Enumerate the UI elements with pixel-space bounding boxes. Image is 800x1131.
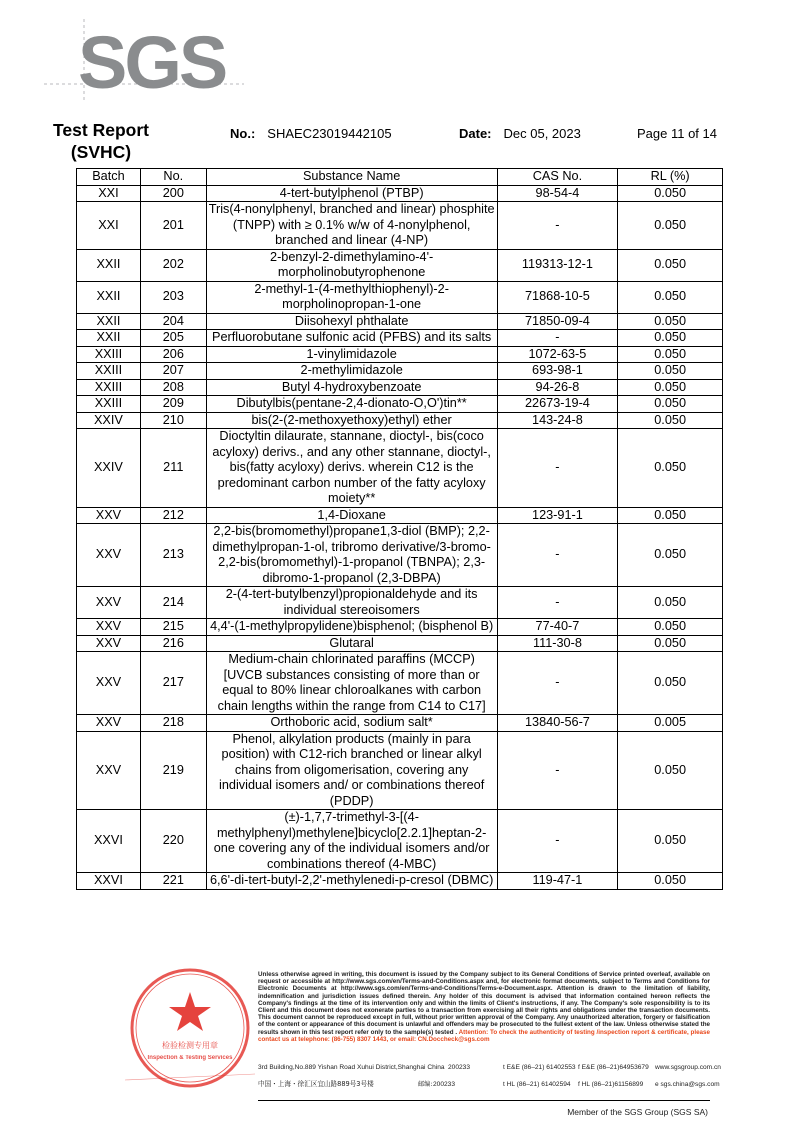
title-line-1: Test Report	[53, 120, 149, 140]
title-line-2: (SVHC)	[70, 142, 132, 162]
table-row	[77, 619, 723, 636]
cell-cas: -	[497, 652, 618, 715]
cell-name: 4,4'-(1-methylpropylidene)bisphenol; (bisphenol B)	[206, 619, 497, 636]
cell-batch: XXIV	[77, 429, 141, 508]
cell-cas: 22673-19-4	[497, 396, 618, 413]
cell-cas: 98-54-4	[497, 185, 618, 202]
col-header-batch: Batch	[77, 169, 141, 186]
stamp-star-icon	[169, 992, 211, 1031]
cell-cas: -	[497, 524, 618, 587]
table-row	[77, 715, 723, 732]
cell-no: 221	[140, 873, 206, 890]
cell-name: Diisohexyl phthalate	[206, 313, 497, 330]
cell-no: 201	[140, 202, 206, 250]
cell-rl: 0.050	[618, 635, 723, 652]
cell-no: 204	[140, 313, 206, 330]
cell-batch: XXIV	[77, 412, 141, 429]
table-row	[77, 731, 723, 810]
cell-name: 1,4-Dioxane	[206, 507, 497, 524]
sgs-logo-text: SGS	[78, 21, 226, 104]
cell-no: 215	[140, 619, 206, 636]
cell-rl: 0.050	[618, 313, 723, 330]
cell-name: 6,6'-di-tert-butyl-2,2'-methylenedi-p-cresol (DBMC)	[206, 873, 497, 890]
cell-rl: 0.050	[618, 873, 723, 890]
cell-no: 206	[140, 346, 206, 363]
cell-no: 202	[140, 249, 206, 281]
cell-name: Tris(4-nonylphenyl, branched and linear) phosphite (TNPP) with ≥ 0.1% w/w of 4-nonylphenol, branched and linear (4-NP)	[206, 202, 497, 250]
table-row	[77, 524, 723, 587]
cell-name: Glutaral	[206, 635, 497, 652]
cell-batch: XXV	[77, 652, 141, 715]
cell-cas: 1072-63-5	[497, 346, 618, 363]
report-number-value: SHAEC23019442105	[267, 126, 392, 141]
cell-batch: XXII	[77, 330, 141, 347]
cell-cas: -	[497, 330, 618, 347]
cell-batch: XXI	[77, 185, 141, 202]
cell-batch: XXV	[77, 731, 141, 810]
cell-rl: 0.050	[618, 619, 723, 636]
table-row	[77, 281, 723, 313]
cell-name: Orthoboric acid, sodium salt*	[206, 715, 497, 732]
col-header-substance: Substance Name	[206, 169, 497, 186]
cell-name: 2-(4-tert-butylbenzyl)propionaldehyde and its individual stereoisomers	[206, 587, 497, 619]
cell-batch: XXVI	[77, 810, 141, 873]
cell-no: 210	[140, 412, 206, 429]
cell-rl: 0.050	[618, 731, 723, 810]
table-row	[77, 396, 723, 413]
cell-batch: XXV	[77, 524, 141, 587]
cell-cas: 71850-09-4	[497, 313, 618, 330]
cell-batch: XXIII	[77, 396, 141, 413]
footer-website-link[interactable]: www.sgsgroup.com.cn	[655, 1064, 721, 1071]
cell-rl: 0.050	[618, 396, 723, 413]
cell-cas: 119-47-1	[497, 873, 618, 890]
report-date: Date: Dec 05, 2023	[459, 126, 581, 141]
cell-no: 212	[140, 507, 206, 524]
cell-rl: 0.050	[618, 429, 723, 508]
stamp-text-cn: 检验检测专用章	[162, 1041, 218, 1050]
cell-batch: XXIII	[77, 346, 141, 363]
cell-cas: 143-24-8	[497, 412, 618, 429]
table-row	[77, 873, 723, 890]
cell-batch: XXI	[77, 202, 141, 250]
cell-rl: 0.050	[618, 524, 723, 587]
table-row	[77, 202, 723, 250]
table-row	[77, 652, 723, 715]
cell-name: 1-vinylimidazole	[206, 346, 497, 363]
report-number: No.: SHAEC23019442105	[230, 126, 392, 141]
footer-address-en: 3rd Building,No.889 Yishan Road Xuhui District,Shanghai China 200233 t E&E (86–21) 61402553 f E&E (86–21)64953679 www.sgsgroup.com.cn	[258, 1064, 721, 1071]
table-row	[77, 587, 723, 619]
cell-name: Dibutylbis(pentane-2,4-dionato-O,O')tin**	[206, 396, 497, 413]
cell-cas: 693-98-1	[497, 363, 618, 380]
cell-cas: -	[497, 810, 618, 873]
cell-batch: XXII	[77, 281, 141, 313]
cell-rl: 0.050	[618, 249, 723, 281]
cell-rl: 0.050	[618, 652, 723, 715]
cell-rl: 0.050	[618, 587, 723, 619]
sgs-member-note: Member of the SGS Group (SGS SA)	[567, 1107, 708, 1117]
cell-batch: XXIII	[77, 363, 141, 380]
cell-name: bis(2-(2-methoxyethoxy)ethyl) ether	[206, 412, 497, 429]
cell-name: 2-methylimidazole	[206, 363, 497, 380]
cell-batch: XXV	[77, 715, 141, 732]
cell-rl: 0.050	[618, 346, 723, 363]
cell-cas: 71868-10-5	[497, 281, 618, 313]
cell-batch: XXII	[77, 313, 141, 330]
cell-name: 4-tert-butylphenol (PTBP)	[206, 185, 497, 202]
cell-rl: 0.050	[618, 810, 723, 873]
cell-batch: XXVI	[77, 873, 141, 890]
footer-divider	[258, 1100, 710, 1101]
cell-no: 200	[140, 185, 206, 202]
cell-batch: XXV	[77, 587, 141, 619]
cell-no: 217	[140, 652, 206, 715]
table-row	[77, 635, 723, 652]
cell-name: 2,2-bis(bromomethyl)propane1,3-diol (BMP); 2,2-dimethylpropan-1-ol, tribromo derivative/3-bromo-2,2-bis(bromomethyl)-1-propanol (TBNPA); 2,3-dibromo-1-propanol (2,3-DBPA)	[206, 524, 497, 587]
cell-no: 219	[140, 731, 206, 810]
legal-disclaimer	[258, 971, 710, 1043]
cell-no: 213	[140, 524, 206, 587]
cell-name: 2-benzyl-2-dimethylamino-4'-morpholinobutyrophenone	[206, 249, 497, 281]
cell-name: Phenol, alkylation products (mainly in para position) with C12-rich branched or linear alkyl chains from oligomerisation, covering any individual isomers and/ or combinations thereof (PDDP)	[206, 731, 497, 810]
cell-rl: 0.050	[618, 507, 723, 524]
table-row	[77, 185, 723, 202]
cell-name: Dioctyltin dilaurate, stannane, dioctyl-, bis(coco acyloxy) derivs., and any other stannane, dioctyl-, bis(fatty acyloxy) derivs. wherein C12 is the predominant carbon number of the fatty acyloxy moiety**	[206, 429, 497, 508]
cell-rl: 0.050	[618, 281, 723, 313]
inspection-stamp	[125, 962, 255, 1098]
table-row	[77, 363, 723, 380]
stamp-text-en: Inspection & Testing Services	[147, 1055, 233, 1061]
legal-text: Unless otherwise agreed in writing, this document is issued by the Company subject to its General Conditions of Service printed overleaf, available on request or accessible at http://www.sgs.com/en/Terms-and-Conditions.aspx and, for electronic format documents, subject to Terms and Conditions for Electronic Documents at http://www.sgs.com/en/Terms-and-Conditions/Terms-e-Document.aspx. Attention is drawn to the limitation of liability, indemnification and jurisdiction issues defined therein. Any holder of this document is advised that information contained hereon reflects the Company's findings at the time of its intervention only and within the limits of Client's instructions, if any. The Company's sole responsibility is to its Client and this document does not exonerate parties to a transaction from exercising all their rights and obligations under the transaction documents. This document cannot be reproduced except in full, without prior written approval of the Company. Any unauthorized alteration, forgery or falsification of the content or appearance of this document is unlawful and offenders may be prosecuted to the fullest extent of the law. Unless otherwise stated the results shown in this test report refer only to the sample(s) tested .	[258, 971, 710, 1036]
table-row	[77, 330, 723, 347]
cell-batch: XXV	[77, 507, 141, 524]
sgs-logo	[44, 14, 244, 104]
cell-no: 216	[140, 635, 206, 652]
cell-cas: 123-91-1	[497, 507, 618, 524]
cell-cas: -	[497, 587, 618, 619]
cell-cas: 111-30-8	[497, 635, 618, 652]
table-row	[77, 507, 723, 524]
cell-cas: -	[497, 202, 618, 250]
cell-rl: 0.050	[618, 379, 723, 396]
cell-no: 208	[140, 379, 206, 396]
table-row	[77, 810, 723, 873]
table-row	[77, 429, 723, 508]
cell-name: Medium-chain chlorinated paraffins (MCCP) [UVCB substances consisting of more than or equal to 80% linear chloroalkanes with carbon chain lengths within the range from C14 to C17]	[206, 652, 497, 715]
cell-batch: XXIII	[77, 379, 141, 396]
footer-address-cn: 中国・上海・徐汇区宜山路889号3号楼 邮编:200233 t HL (86–21) 61402594 f HL (86–21)61156899 e sgs.china@sgs.com	[258, 1080, 720, 1088]
cell-rl: 0.050	[618, 185, 723, 202]
report-date-value: Dec 05, 2023	[503, 126, 581, 141]
cell-name: (±)-1,7,7-trimethyl-3-[(4-methylphenyl)methylene]bicyclo[2.2.1]heptan-2-one covering any of the individual isomers and/or combinations thereof (4-MBC)	[206, 810, 497, 873]
cell-batch: XXV	[77, 619, 141, 636]
cell-cas: 119313-12-1	[497, 249, 618, 281]
col-header-cas: CAS No.	[497, 169, 618, 186]
cell-cas: -	[497, 429, 618, 508]
col-header-rl: RL (%)	[618, 169, 723, 186]
cell-no: 214	[140, 587, 206, 619]
table-row	[77, 313, 723, 330]
cell-rl: 0.050	[618, 412, 723, 429]
svhc-table	[76, 168, 723, 890]
cell-no: 209	[140, 396, 206, 413]
table-row	[77, 346, 723, 363]
cell-cas: 77-40-7	[497, 619, 618, 636]
authenticity-warning: Attention: To check the authenticity of testing /inspection report & certificate, please contact us at telephone: (86-755) 8307 1443, or email: CN.Doccheck@sgs.com	[258, 1028, 710, 1043]
cell-cas: -	[497, 731, 618, 810]
cell-name: Butyl 4-hydroxybenzoate	[206, 379, 497, 396]
cell-rl: 0.050	[618, 330, 723, 347]
report-title	[45, 119, 157, 163]
table-row	[77, 379, 723, 396]
cell-no: 211	[140, 429, 206, 508]
page-number: Page 11 of 14	[637, 126, 717, 141]
cell-no: 203	[140, 281, 206, 313]
cell-no: 207	[140, 363, 206, 380]
footer-email-link[interactable]: e sgs.china@sgs.com	[655, 1081, 720, 1088]
table-row	[77, 249, 723, 281]
cell-no: 220	[140, 810, 206, 873]
cell-cas: 94-26-8	[497, 379, 618, 396]
cell-batch: XXV	[77, 635, 141, 652]
table-header-row	[77, 169, 723, 186]
col-header-no: No.	[140, 169, 206, 186]
cell-name: 2-methyl-1-(4-methylthiophenyl)-2-morpholinopropan-1-one	[206, 281, 497, 313]
cell-no: 218	[140, 715, 206, 732]
cell-batch: XXII	[77, 249, 141, 281]
table-row	[77, 412, 723, 429]
cell-no: 205	[140, 330, 206, 347]
cell-rl: 0.050	[618, 202, 723, 250]
cell-cas: 13840-56-7	[497, 715, 618, 732]
cell-rl: 0.050	[618, 363, 723, 380]
cell-name: Perfluorobutane sulfonic acid (PFBS) and its salts	[206, 330, 497, 347]
cell-rl: 0.005	[618, 715, 723, 732]
